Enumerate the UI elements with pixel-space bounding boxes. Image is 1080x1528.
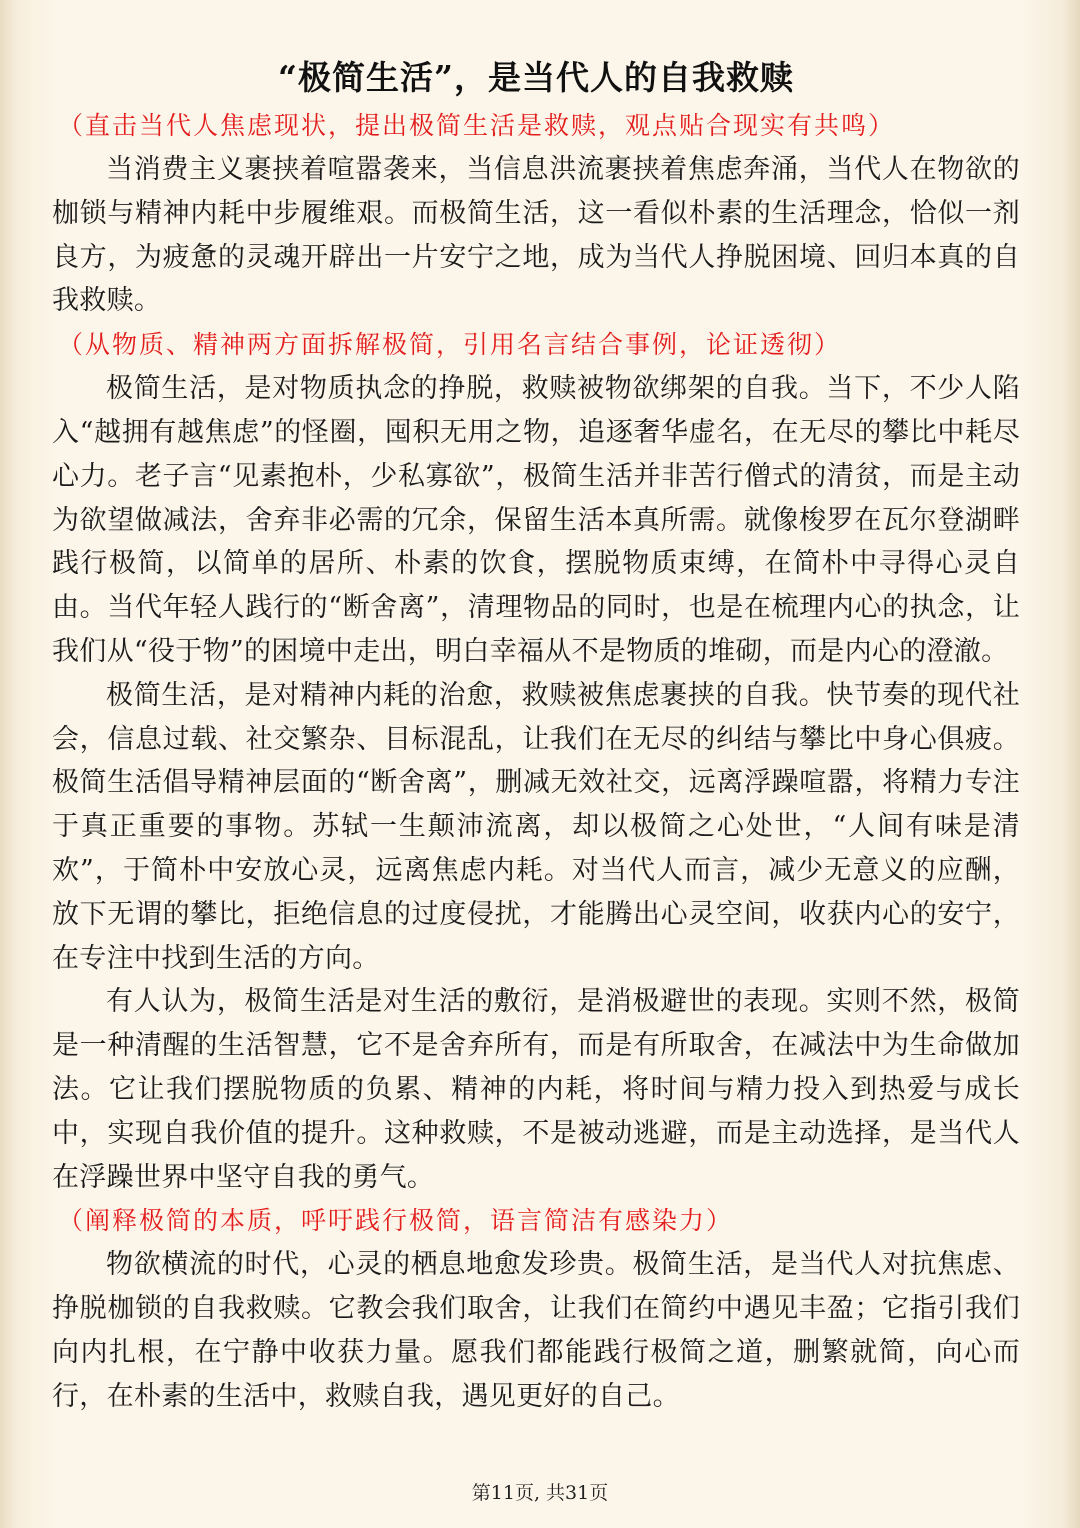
paragraph-5: 物欲横流的时代，心灵的栖息地愈发珍贵。极简生活，是当代人对抗焦虑、挣脱枷锁的自我救赎。它教会我们取舍，让我们在简约中遇见丰盈；它指引我们向内扎根，在宁静中收获力量。愿我们都能践行极简之道，删繁就简，向心而行，在朴素的生活中，救赎自我，遇见更好的自己。 [52, 1249, 1020, 1412]
essay-body [52, 52, 1020, 1419]
essay-title: “极简生活”，是当代人的自我救赎 [278, 58, 794, 97]
paragraph-3: 极简生活，是对精神内耗的治愈，救赎被焦虑裹挟的自我。快节奏的现代社会，信息过载、社交繁杂、目标混乱，让我们在无尽的纠结与攀比中身心俱疲。极简生活倡导精神层面的“断舍离”，删减无效社交，远离浮躁喧嚣，将精力专注于真正重要的事物。苏轼一生颠沛流离，却以极简之心处世，“人间有味是清欢”，于简朴中安放心灵，远离焦虑内耗。对当代人而言，减少无意义的应酬，放下无谓的攀比，拒绝信息的过度侵扰，才能腾出心灵空间，收获内心的安宁，在专注中找到生活的方向。 [52, 679, 1020, 974]
paragraph-4: 有人认为，极简生活是对生活的敷衍，是消极避世的表现。实则不然，极简是一种清醒的生活智慧，它不是舍弃所有，而是有所取舍，在减法中为生命做加法。它让我们摆脱物质的负累、精神的内耗，将时间与精力投入到热爱与成长中，实现自我价值的提升。这种救赎，不是被动逃避，而是主动选择，是当代人在浮躁世界中坚守自我的勇气。 [52, 986, 1020, 1193]
paragraph-1: 当消费主义裹挟着喧嚣袭来，当信息洪流裹挟着焦虑奔涌，当代人在物欲的枷锁与精神内耗中步履维艰。而极简生活，这一看似朴素的生活理念，恰似一剂良方，为疲惫的灵魂开辟出一片安宁之地，成为当代人挣脱困境、回归本真的自我救赎。 [52, 154, 1020, 317]
comment-note-3: （阐释极简的本质，呼吁践行极简，语言简洁有感染力） [58, 1206, 734, 1236]
comment-note-1: （直击当代人焦虑现状，提出极简生活是救赎，观点贴合现实有共鸣） [58, 111, 896, 140]
comment-note-2: （从物质、精神两方面拆解极简，引用名言结合事例，论证透彻） [58, 330, 842, 360]
paragraph-2: 极简生活，是对物质执念的挣脱，救赎被物欲绑架的自我。当下，不少人陷入“越拥有越焦虑”的怪圈，囤积无用之物，追逐奢华虚名，在无尽的攀比中耗尽心力。老子言“见素抱朴，少私寡欲”，极简生活并非苦行僧式的清贫，而是主动为欲望做减法，舍弃非必需的冗余，保留生活本真所需。就像梭罗在瓦尔登湖畔践行极简，以简单的居所、朴素的饮食，摆脱物质束缚，在简朴中寻得心灵自由。当代年轻人践行的“断舍离”，清理物品的同时，也是在梳理内心的执念，让我们从“役于物”的困境中走出，明白幸福从不是物质的堆砌，而是内心的澄澈。 [52, 373, 1020, 667]
page-number: 第11页, 共31页 [471, 1482, 609, 1504]
